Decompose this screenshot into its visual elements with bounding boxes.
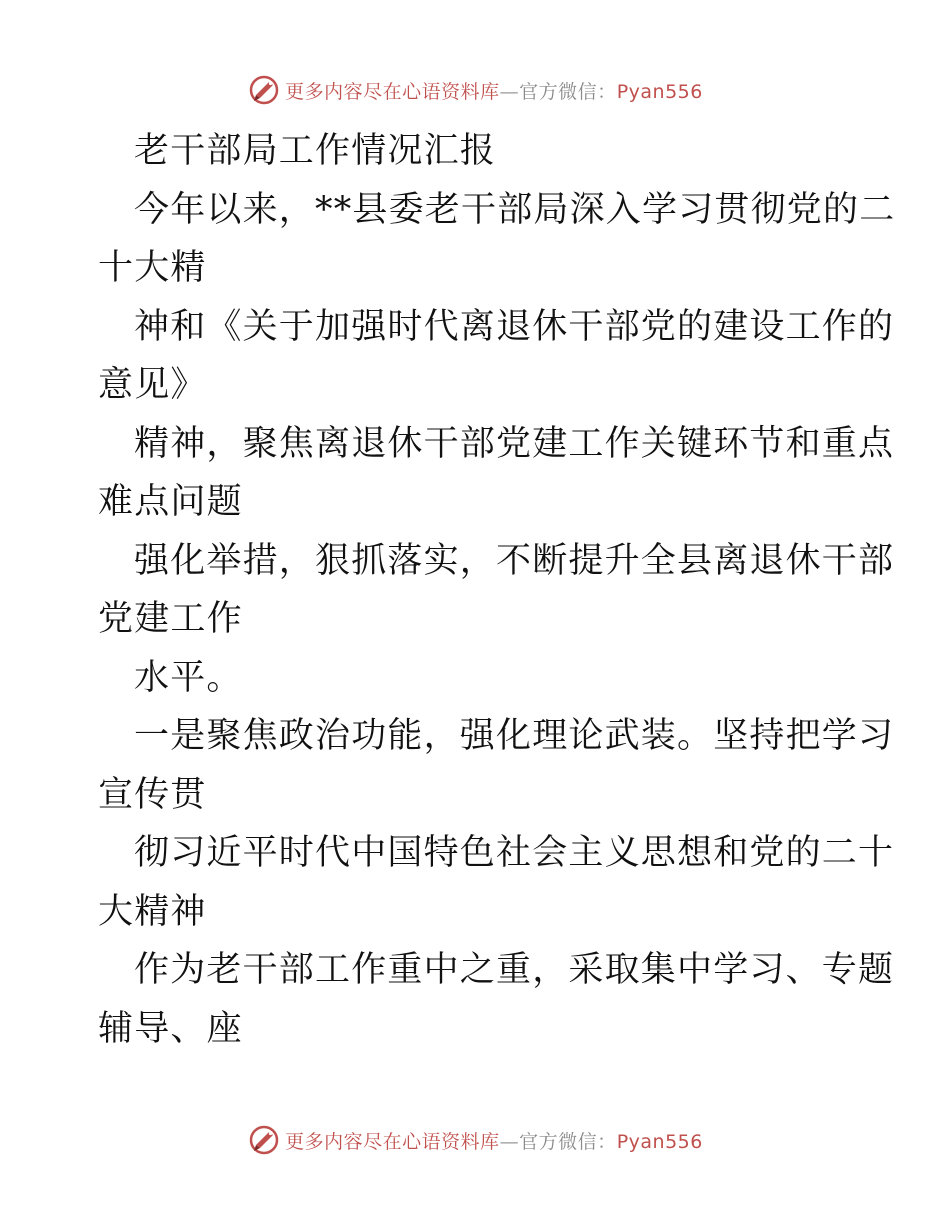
paragraph-line: 强化举措，狠抓落实，不断提升全县离退休干部: [134, 540, 895, 581]
header-main-text: 更多内容尽在心语资料库: [285, 80, 500, 103]
footer-banner-text: [285, 1127, 703, 1154]
paragraph-line: 宣传贯: [98, 774, 207, 815]
paragraph-line: 大精神: [98, 891, 207, 932]
footer-wechat-label: 官方微信：: [519, 1130, 617, 1153]
footer-banner-inner: [247, 1123, 703, 1157]
paragraph-line: 难点问题: [98, 482, 243, 522]
header-separator: —: [499, 80, 520, 103]
header-banner-text: [285, 77, 703, 104]
paragraph-line: 水平。: [134, 657, 243, 698]
paragraph-line: 一是聚焦政治功能，强化理论武装。坚持把学习: [134, 716, 895, 756]
header-account: Pyan556: [616, 80, 703, 103]
paragraph-line: 精神，聚焦离退休干部党建工作关键环节和重点: [134, 423, 895, 464]
paragraph-line: 彻习近平时代中国特色社会主义思想和党的二十: [134, 833, 895, 873]
paragraph-line: 今年以来，**县委老干部局深入学习贯彻党的二: [134, 189, 896, 230]
header-banner-inner: [247, 73, 703, 107]
header-wechat-label: 官方微信：: [519, 80, 617, 103]
pen-circle-logo-icon: [247, 73, 281, 107]
paragraph-line: 神和《关于加强时代离退休干部党的建设工作的: [134, 306, 895, 347]
pen-circle-logo-icon: [247, 1123, 281, 1157]
footer-main-text: 更多内容尽在心语资料库: [285, 1130, 500, 1153]
footer-account: Pyan556: [616, 1130, 703, 1153]
footer-banner: [0, 1120, 950, 1160]
paragraph-line: 老干部局工作情况汇报: [134, 131, 497, 171]
paragraph-line: 党建工作: [98, 599, 243, 639]
header-banner: [0, 70, 950, 110]
paragraph-line: 作为老干部工作重中之重，采取集中学习、专题: [134, 950, 895, 990]
paragraph-line: 辅导、座: [98, 1008, 243, 1049]
paragraph-line: 十大精: [98, 248, 207, 288]
paragraph-line: 意见》: [98, 365, 207, 405]
document-body: [98, 122, 896, 1058]
footer-separator: —: [499, 1130, 520, 1153]
